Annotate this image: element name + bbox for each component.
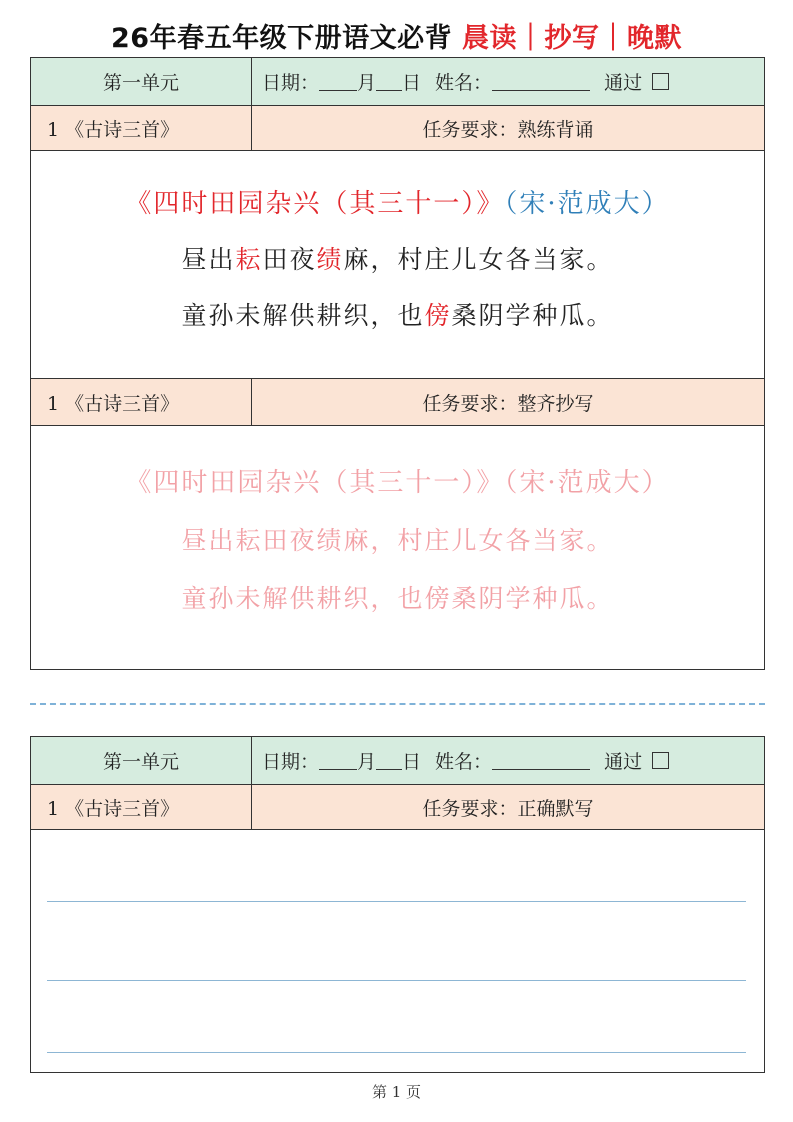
month-label: 月 — [357, 751, 377, 773]
text-segment: 桑阴学种瓜。 — [451, 301, 614, 330]
page-number: 第 1 页 — [371, 1083, 422, 1101]
dictation-writing-area[interactable] — [31, 830, 764, 1070]
month-blank[interactable] — [319, 751, 357, 770]
worksheet-block-bottom — [30, 736, 765, 1073]
writing-line[interactable] — [47, 980, 746, 981]
pass-checkbox[interactable] — [652, 752, 669, 769]
pass-label: 通过 — [604, 72, 643, 94]
pass-label: 通过 — [604, 751, 643, 773]
lesson-cell — [31, 106, 252, 150]
task-cell — [252, 785, 764, 829]
text-segment: 童孙未解供耕织，也 — [181, 301, 425, 330]
trace-title: 《四时田园杂兴（其三十一）》 — [125, 468, 505, 498]
writing-line[interactable] — [47, 1052, 746, 1053]
unit-cell — [31, 58, 252, 105]
poem-trace-area — [31, 426, 764, 615]
day-blank[interactable] — [376, 751, 402, 770]
lesson-cell — [31, 379, 252, 425]
poem-title-line — [31, 183, 764, 220]
worksheet-block-top — [30, 57, 765, 670]
date-label: 日期： — [262, 751, 320, 773]
date-name-cell — [252, 58, 764, 105]
info-row — [31, 58, 764, 106]
text-segment: 昼出 — [181, 245, 236, 274]
poem-author: （宋·范成大） — [504, 189, 670, 219]
date-label: 日期： — [262, 72, 320, 94]
lesson-label: 1 《古诗三首》 — [47, 118, 180, 141]
highlight-char: 耘 — [235, 245, 263, 274]
day-blank[interactable] — [376, 72, 402, 91]
poem-read-area — [31, 151, 764, 379]
month-label: 月 — [357, 72, 377, 94]
highlight-char: 绩 — [316, 245, 344, 274]
month-blank[interactable] — [319, 72, 357, 91]
day-label: 日 — [402, 751, 422, 773]
text-segment: 麻，村庄儿女各当家。 — [343, 245, 614, 274]
name-blank[interactable] — [492, 72, 590, 91]
pass-checkbox[interactable] — [652, 73, 669, 90]
writing-line[interactable] — [47, 901, 746, 902]
task-cell — [252, 106, 764, 150]
task-label: 任务要求：正确默写 — [422, 797, 594, 820]
cut-line-divider — [30, 703, 765, 705]
task-cell — [252, 379, 764, 425]
unit-label: 第一单元 — [102, 72, 179, 94]
unit-cell — [31, 737, 252, 784]
task-label: 任务要求：熟练背诵 — [422, 118, 594, 141]
unit-label: 第一单元 — [102, 751, 179, 773]
highlight-char: 傍 — [424, 301, 452, 330]
lesson-label: 1 《古诗三首》 — [47, 392, 180, 415]
title-main: 26年春五年级下册语文必背 — [111, 23, 453, 54]
lesson-label: 1 《古诗三首》 — [47, 797, 180, 820]
task-label: 任务要求：整齐抄写 — [422, 392, 594, 415]
info-row — [31, 737, 764, 785]
lesson-row-read — [31, 106, 764, 151]
lesson-row-copy — [31, 379, 764, 426]
name-blank[interactable] — [492, 751, 590, 770]
text-segment: 田夜 — [262, 245, 317, 274]
name-label: 姓名： — [435, 72, 493, 94]
day-label: 日 — [402, 72, 422, 94]
name-label: 姓名： — [435, 751, 493, 773]
page-title — [0, 16, 793, 55]
poem-title: 《四时田园杂兴（其三十一）》 — [125, 189, 505, 219]
lesson-row-dictation — [31, 785, 764, 830]
lesson-cell — [31, 785, 252, 829]
trace-line-1[interactable]: 昼出耘田夜绩麻，村庄儿女各当家。 — [181, 526, 614, 555]
poem-line-1 — [31, 240, 764, 276]
trace-line-2[interactable]: 童孙未解供耕织，也傍桑阴学种瓜。 — [181, 584, 614, 613]
trace-author: （宋·范成大） — [504, 468, 670, 498]
title-accent: 晨读｜抄写｜晚默 — [461, 23, 682, 54]
date-name-cell — [252, 737, 764, 784]
trace-title-line — [31, 462, 764, 499]
poem-line-2 — [31, 296, 764, 332]
